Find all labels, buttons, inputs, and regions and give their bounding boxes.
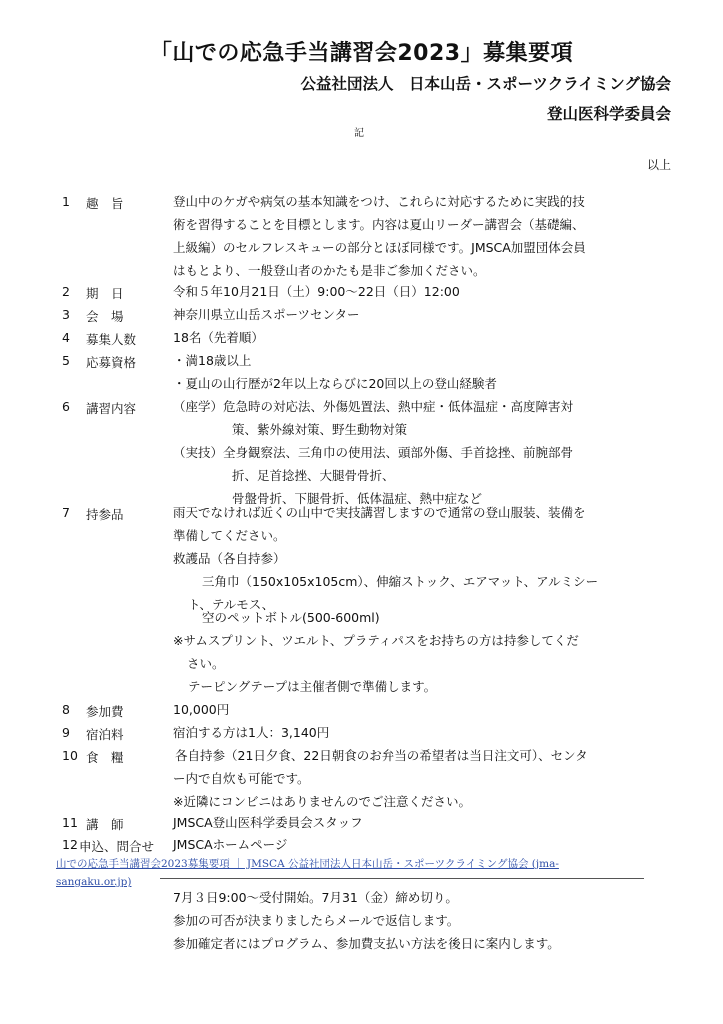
section-number: 4	[62, 330, 70, 345]
section-text: 策、紫外線対策、野生動物対策	[232, 422, 408, 437]
section-number: 3	[62, 307, 70, 322]
section-text: 宿泊する方は1人：3,140円	[173, 725, 330, 740]
section-text: 神奈川県立山岳スポーツセンター	[173, 307, 360, 322]
section-text: はもとより、一般登山者のかたも是非ご参加ください。	[173, 263, 486, 278]
section-text: 骨盤骨折、下腿骨折、低体温症、熱中症など	[232, 491, 483, 506]
section-text: ー内で自炊も可能です。	[173, 771, 310, 786]
footer-text: 参加の可否が決まりましたらメールで返信します。	[173, 913, 460, 928]
section-text: 救護品（各自持参）	[173, 551, 286, 566]
section-text: （座学）危急時の対応法、外傷処置法、熱中症・低体温症・高度障害対	[173, 399, 574, 414]
footer-text: 7月３日9:00～受付開始。7月31（金）締め切り。	[173, 890, 458, 905]
section-heading: 申込、問合せ	[79, 839, 155, 854]
section-text: テーピングテープは主催者側で準備します。	[188, 679, 437, 694]
section-text: ト、テルモス、	[188, 597, 275, 612]
section-heading: 期 日	[86, 286, 124, 301]
section-text: 各自持参（21日夕食、22日朝食のお弁当の希望者は当日注文可）、センタ	[175, 748, 588, 763]
section-text: 令和５年10月21日（土）9:00～22日（日）12:00	[173, 284, 460, 299]
section-text: ※近隣にコンビニはありませんのでご注意ください。	[173, 794, 471, 809]
divider-line	[160, 878, 644, 879]
section-text: 18名（先着順）	[173, 330, 264, 345]
organization-name: 公益社団法人 日本山岳・スポーツクライミング協会	[300, 75, 671, 93]
section-text: 10,000円	[173, 702, 230, 717]
section-text: 雨天でなければ近くの山中で実技講習しますので通常の登山服装、装備を	[173, 505, 586, 520]
committee-name: 登山医科学委員会	[546, 105, 671, 123]
section-number: 6	[62, 399, 70, 414]
section-heading: 趣 旨	[86, 196, 124, 211]
section-number: 12	[62, 837, 78, 852]
section-text: ※サムスプリント、ツエルト、プラティパスをお持ちの方は持参してくだ	[173, 633, 579, 648]
section-heading: 持参品	[86, 507, 124, 522]
section-number: 1	[62, 194, 70, 209]
section-text: 登山中のケガや病気の基本知識をつけ、これらに対応するために実践的技	[173, 194, 585, 209]
section-heading: 参加費	[86, 704, 124, 719]
ijo-mark: 以上	[646, 158, 671, 172]
section-text: 折、足首捻挫、大腿骨骨折、	[232, 468, 395, 483]
section-number: 5	[62, 353, 70, 368]
section-text: ・夏山の山行歴が2年以上ならびに20回以上の登山経験者	[173, 376, 497, 391]
section-text: 準備してください。	[173, 528, 286, 543]
section-number: 9	[62, 725, 70, 740]
section-text: 空のペットボトル(500-600ml)	[202, 610, 380, 625]
section-heading: 講習内容	[86, 401, 137, 416]
section-heading: 募集人数	[86, 332, 137, 347]
section-heading: 応募資格	[86, 355, 137, 370]
section-number: 11	[62, 815, 78, 830]
section-heading: 会 場	[86, 309, 124, 324]
section-text: 三角巾（150x105x105cm）、伸縮ストック、エアマット、アルミシー	[202, 574, 599, 589]
section-text: 術を習得することを目標とします。内容は夏山リーダー講習会（基礎編、	[173, 217, 585, 232]
section-text: JMSCAホームページ	[173, 837, 288, 852]
ki-mark: 記	[354, 128, 364, 139]
footer-text: 参加確定者にはプログラム、参加費支払い方法を後日に案内します。	[173, 936, 560, 951]
section-number: 10	[62, 748, 78, 763]
section-number: 2	[62, 284, 70, 299]
section-text: JMSCA登山医科学委員会スタッフ	[173, 815, 363, 830]
section-number: 7	[62, 505, 70, 520]
section-text: さい。	[187, 656, 225, 671]
section-text: ・満18歳以上	[173, 353, 252, 368]
application-link[interactable]: 山での応急手当講習会2023募集要項 ｜ JMSCA 公益社団法人日本山岳・スポーツクライミング協会 (jma-	[56, 858, 559, 870]
page-title: 「山での応急手当講習会2023」募集要項	[149, 41, 574, 66]
section-heading: 食 糧	[86, 750, 124, 765]
application-link-continued[interactable]: sangaku.or.jp)	[56, 876, 132, 888]
section-text: 上級編）のセルフレスキューの部分とほぼ同様です。JMSCA加盟団体会員	[173, 240, 586, 255]
section-heading: 講 師	[86, 817, 124, 832]
section-text: （実技）全身観察法、三角巾の使用法、頭部外傷、手首捻挫、前腕部骨	[173, 445, 574, 460]
section-heading: 宿泊料	[86, 727, 124, 742]
section-number: 8	[62, 702, 70, 717]
